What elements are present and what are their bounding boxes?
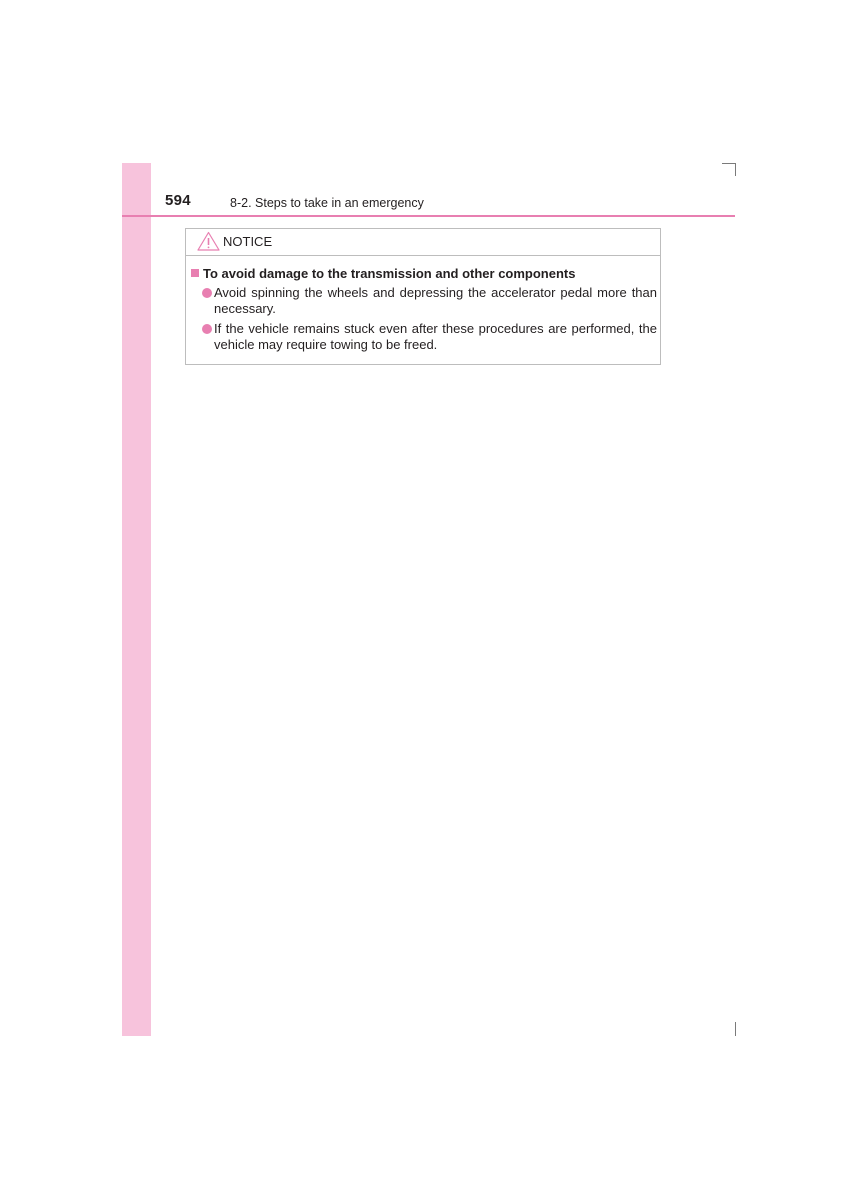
side-tab-strip <box>122 163 151 1036</box>
notice-bullet-text: If the vehicle remains stuck even after these procedures are performed, the vehicle may require towing to be freed. <box>214 321 657 352</box>
page-number: 594 <box>165 192 191 209</box>
square-bullet-icon <box>191 269 199 277</box>
crop-mark-bottom <box>735 1022 736 1036</box>
notice-heading <box>191 266 575 281</box>
notice-box <box>185 228 661 365</box>
header-rule <box>122 215 735 217</box>
crop-mark-top-vertical <box>735 163 736 176</box>
crop-mark-top <box>722 163 735 164</box>
notice-bullet <box>202 285 657 317</box>
section-title: 8-2. Steps to take in an emergency <box>230 196 424 210</box>
notice-bullet <box>202 321 657 353</box>
notice-header <box>186 229 660 256</box>
notice-heading-text: To avoid damage to the transmission and other components <box>203 266 576 281</box>
warning-triangle-icon <box>197 231 220 251</box>
circle-bullet-icon <box>202 324 212 334</box>
notice-bullet-text: Avoid spinning the wheels and depressing the accelerator pedal more than necessary. <box>214 285 657 316</box>
circle-bullet-icon <box>202 288 212 298</box>
notice-label: NOTICE <box>223 234 273 249</box>
